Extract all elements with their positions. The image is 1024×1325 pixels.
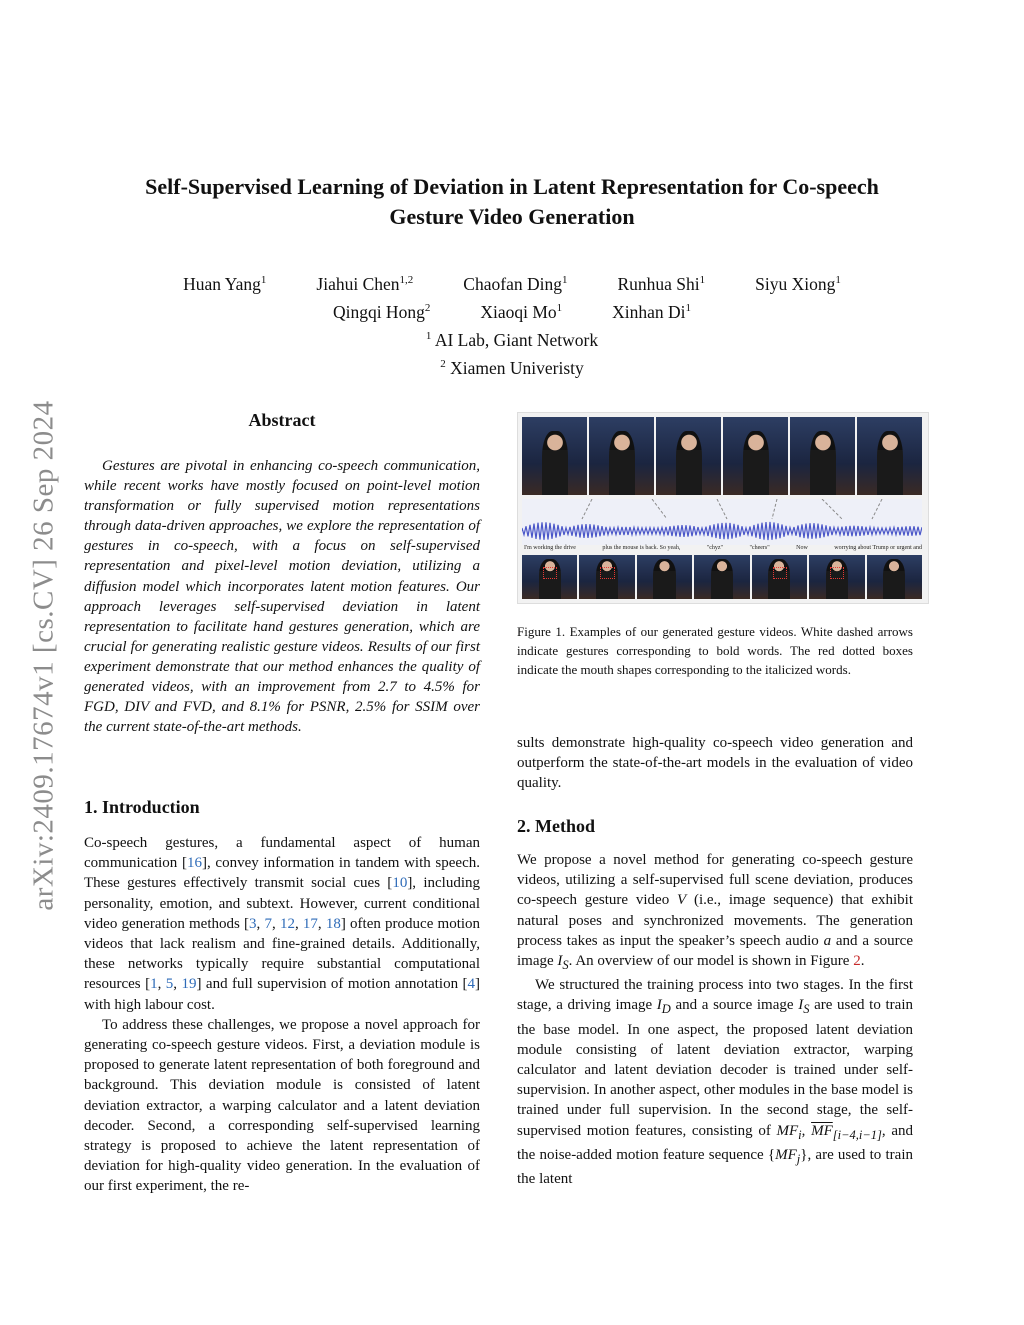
gesture-frames-top bbox=[522, 417, 922, 495]
author: Qingqi Hong$^2$ bbox=[332, 302, 431, 322]
video-frame bbox=[656, 417, 721, 495]
citation-link[interactable]: 7 bbox=[264, 915, 272, 932]
video-frame bbox=[522, 555, 577, 599]
video-frame bbox=[637, 555, 692, 599]
author: Huan Yang$^1$ bbox=[183, 274, 267, 294]
author-block bbox=[80, 268, 944, 380]
citation-link[interactable]: 1 bbox=[150, 976, 158, 993]
transcript-word: Now bbox=[796, 545, 808, 551]
affiliation: $^2$ Xiamen Univeristy bbox=[440, 358, 584, 378]
method-paragraph-2: We structured the training process into two stages. In the first stage, a driving image $I_D$ and a source image $I_S$ are used to train the base model. In one aspect, the proposed latent deviation module consisting of latent deviation extractor, warping calculator and latent deviation decoder is trained under self-supervision. In another aspect, other modules in the base model is trained under full supervision. In the second stage, the self-supervised motion features, consisting of $MF_i$, $\overline{MF}_{[i-4,i-1]}$, and the noise-added motion feature sequence $\{MF_j\}$, are used to train the latent bbox=[517, 977, 913, 1188]
author-row-2 bbox=[80, 296, 944, 324]
video-frame bbox=[522, 417, 587, 495]
author: Runhua Shi$^1$ bbox=[617, 274, 706, 294]
video-frame bbox=[867, 555, 922, 599]
video-frame bbox=[790, 417, 855, 495]
transcript-word: worrying about Trump or urgent and bbox=[834, 545, 922, 551]
title-line-1: Self-Supervised Learning of Deviation in Latent Representation for Co-speech bbox=[145, 174, 879, 199]
intro-paragraph-1: Co-speech gestures, a fundamental aspect of human communication [16], convey information in tandem with speech. These gestures effectively transmit social cues [10], including personality, emotion, and subtext. However, current conditional video generation methods [3, 7, 12, 17, 18] often produce motion videos that lack realism and fine-grained details. Additionally, these networks typically require substantial computational resources [1, 5, 19] and full supervision of motion annotation [4] with high labour cost. bbox=[84, 835, 481, 1013]
citation-link[interactable]: 3 bbox=[249, 915, 257, 932]
method-heading: 2. Method bbox=[517, 816, 595, 836]
author: Xinhan Di$^1$ bbox=[612, 302, 692, 322]
author: Jiahui Chen$^{1,2}$ bbox=[316, 274, 414, 294]
arxiv-id-text: arXiv:2409.17674v1 [cs.CV] 26 Sep 2024 bbox=[27, 399, 60, 911]
intro-continuation: sults demonstrate high-quality co-speech video generation and outperform the state-of-the-art models in the evaluation of video quality. bbox=[517, 735, 913, 792]
transcript-word: I'm working the drive bbox=[524, 545, 576, 551]
audio-waveform bbox=[522, 499, 922, 545]
gesture-frames-bottom bbox=[522, 555, 922, 599]
video-frame bbox=[589, 417, 654, 495]
citation-link[interactable]: 18 bbox=[325, 915, 341, 932]
author: Xiaoqi Mo$^1$ bbox=[480, 302, 563, 322]
citation-link[interactable]: 12 bbox=[279, 915, 295, 932]
citation-link[interactable]: 5 bbox=[165, 976, 174, 993]
paper-title bbox=[80, 172, 944, 232]
video-frame bbox=[752, 555, 807, 599]
citation-link[interactable]: 16 bbox=[186, 855, 202, 872]
transcript-word: plus the mouse is back. So yeah, bbox=[602, 545, 681, 551]
citation-link[interactable]: 19 bbox=[181, 976, 197, 993]
video-frame bbox=[857, 417, 922, 495]
transcript-word: "cheers" bbox=[749, 545, 770, 551]
intro-heading: 1. Introduction bbox=[84, 797, 200, 817]
author: Chaofan Ding$^1$ bbox=[463, 274, 568, 294]
intro-body bbox=[84, 833, 480, 1197]
citation-link[interactable]: 17 bbox=[302, 915, 318, 932]
citation-link[interactable]: 4 bbox=[467, 976, 476, 993]
transcript-word: "chyz" bbox=[706, 545, 724, 551]
author-row-1 bbox=[80, 268, 944, 296]
author: Siyu Xiong$^1$ bbox=[755, 274, 841, 294]
video-frame bbox=[723, 417, 788, 495]
intro-paragraph-2: To address these challenges, we propose a novel approach for generating co-speech gesture videos. First, a deviation module is proposed to generate latent representation of both foreground and background. This deviation module is consisted of latent deviation extractor, a warping calculator and a latent deviation decoder. Second, a corresponding self-supervised learning strategy is proposed to achieve the latent representation of deviation for high-quality video generation. In the evaluation of our first experiment, the re- bbox=[84, 1016, 480, 1195]
video-frame bbox=[694, 555, 749, 599]
video-frame bbox=[579, 555, 634, 599]
figure-1-image bbox=[517, 412, 929, 604]
citation-link[interactable]: 10 bbox=[392, 875, 408, 892]
title-line-2: Gesture Video Generation bbox=[389, 204, 635, 229]
affiliation: $^1$ AI Lab, Giant Network bbox=[425, 330, 599, 350]
abstract-heading: Abstract bbox=[248, 410, 316, 430]
arxiv-identifier bbox=[16, 360, 72, 950]
method-paragraph-1: We propose a novel method for generating co-speech gesture videos, utilizing a self-supervised full scene deviation, produces co-speech gesture video V (i.e., image sequence) that exhibit natural poses and synchronized movements. The generation process takes as input the speaker’s speech audio a and a source image $I_S$. An overview of our model is shown in Figure 2. bbox=[517, 852, 913, 973]
abstract-text: Gestures are pivotal in enhancing co-speech communication, while recent works have mostly focused on point-level motion transformation or fully supervised motion representations through data-driven approaches, we explore the representation of gestures in co-speech, with a focus on self-supervised representation and pixel-level motion deviation, utilizing a diffusion model which incorporates latent motion features. Our approach leverages self-supervised deviation in latent representation to facilitate hand gestures generation, which are crucial for generating realistic gesture videos. Results of our first experiment demonstrate that our method enhances the quality of generated videos, with an improvement from 2.7 to 4.5% for FGD, DIV and FVD, and 8.1% for PSNR, 2.5% for SSIM over the current state-of-the-art methods. bbox=[84, 458, 480, 736]
video-frame bbox=[809, 555, 864, 599]
figure-1-caption: Figure 1. Examples of our generated gesture videos. White dashed arrows indicate gestures corresponding to bold words. The red dotted boxes indicate the mouth shapes corresponding to the italicized words. bbox=[517, 624, 913, 677]
transcript-words bbox=[524, 545, 922, 555]
abstract-body bbox=[84, 456, 480, 737]
method-body bbox=[517, 850, 913, 1189]
figure-link[interactable]: 2 bbox=[853, 953, 861, 970]
